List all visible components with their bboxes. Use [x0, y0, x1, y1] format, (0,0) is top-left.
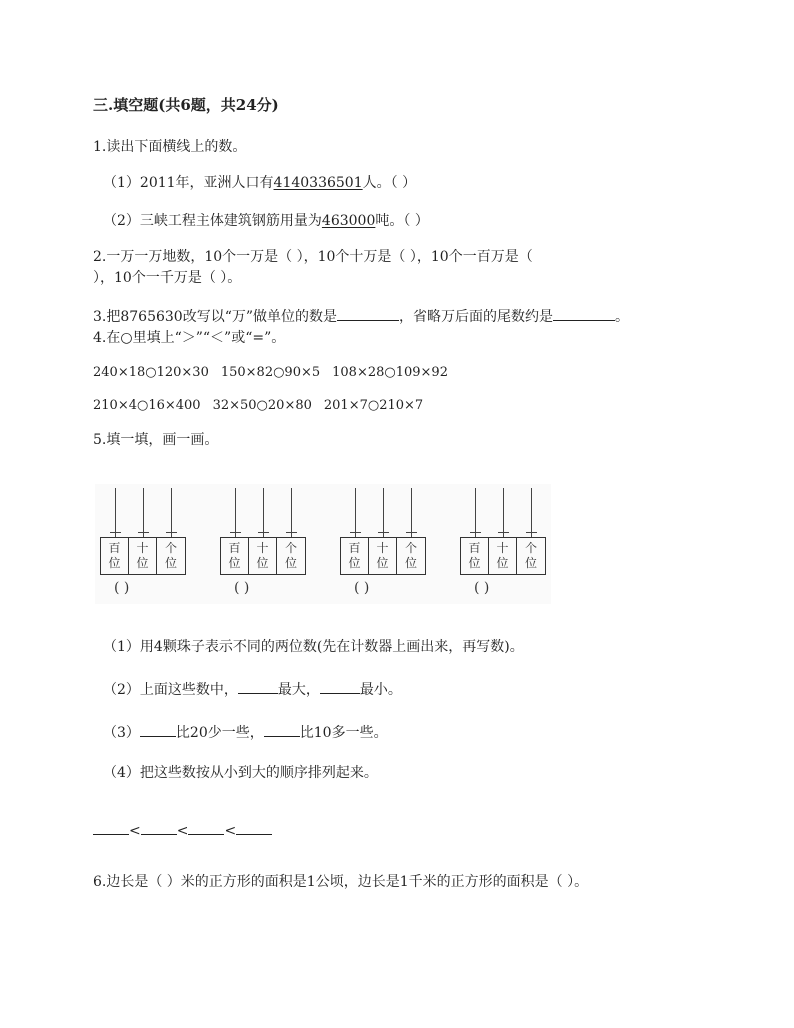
abacus-rod-base: [526, 532, 537, 533]
place-value-cell: [461, 538, 489, 574]
place-value-cell: [277, 538, 305, 574]
q5-sub3-blank-1[interactable]: [140, 722, 176, 737]
abacus-answer-paren[interactable]: ( ): [114, 580, 130, 596]
abacus-rod[interactable]: [291, 488, 292, 537]
abacus-figure: [95, 484, 551, 604]
q3-middle: ，省略万后面的尾数约是: [399, 309, 554, 325]
less-than-sign: <: [176, 823, 189, 839]
q3-suffix: 。: [615, 309, 630, 325]
question-2-line-1: 2.一万一万地数，10个一万是（ ），10个十万是（ ），10个一百万是（: [93, 249, 533, 265]
q1-part1-prefix: （1）2011年，亚洲人口有: [103, 175, 274, 191]
place-value-char: 位: [136, 556, 149, 570]
abacus-rod-base: [258, 532, 269, 533]
abacus-rod[interactable]: [531, 488, 532, 537]
less-than-sign: <: [224, 823, 237, 839]
abacus-counter: [220, 484, 306, 604]
abacus-counter: [340, 484, 426, 604]
abacus-rod-base: [110, 532, 121, 533]
abacus-answer-paren[interactable]: ( ): [474, 580, 490, 596]
place-value-char: 十: [136, 541, 149, 555]
question-3: [93, 306, 629, 327]
place-value-char: 十: [376, 541, 389, 555]
place-value-char: 位: [108, 556, 121, 570]
abacus-rod-base: [138, 532, 149, 533]
question-5-sub-1: （1）用4颗珠子表示不同的两位数(先在计数器上画出来，再写数)。: [103, 639, 524, 655]
q1-part1-suffix: 人。（ ）: [362, 175, 417, 191]
abacus-rod[interactable]: [475, 488, 476, 537]
q3-blank-1[interactable]: [337, 306, 399, 321]
abacus-rod-base: [498, 532, 509, 533]
place-value-cell: [221, 538, 249, 574]
place-value-cell: [101, 538, 129, 574]
place-value-labels: [100, 537, 186, 575]
q5-sub2-middle: 最大，: [277, 682, 320, 698]
abacus-rod[interactable]: [143, 488, 144, 537]
abacus-answer-paren[interactable]: ( ): [354, 580, 370, 596]
place-value-char: 位: [524, 556, 537, 570]
place-value-char: 位: [376, 556, 389, 570]
q1-part2-prefix: （2）三峡工程主体建筑钢筋用量为: [103, 213, 322, 229]
place-value-char: 百: [228, 541, 241, 555]
abacus-rod[interactable]: [115, 488, 116, 537]
q5-sub2-suffix: 最小。: [359, 682, 402, 698]
q3-prefix: 3.把8765630改写以“万”做单位的数是: [93, 309, 338, 325]
question-5-sub-3: [103, 722, 388, 743]
place-value-char: 位: [284, 556, 297, 570]
question-5-stem: 5.填一填，画一画。: [93, 432, 219, 448]
place-value-char: 个: [404, 541, 417, 555]
question-1-part-2: [103, 211, 429, 231]
question-4-stem: 4.在○里填上“＞”“＜”或“=”。: [93, 330, 286, 346]
abacus-rod-base: [350, 532, 361, 533]
place-value-cell: [397, 538, 425, 574]
comparison-item: 108×28○109×92: [332, 365, 448, 380]
abacus-counter: [100, 484, 186, 604]
place-value-cell: [341, 538, 369, 574]
order-blank-4[interactable]: [236, 820, 272, 835]
comparison-item: 32×50○20×80: [212, 398, 312, 413]
place-value-char: 位: [404, 556, 417, 570]
place-value-char: 百: [348, 541, 361, 555]
question-5-sub-4: （4）把这些数按从小到大的顺序排列起来。: [103, 765, 378, 781]
place-value-char: 十: [256, 541, 269, 555]
ordering-blanks: [93, 820, 272, 841]
abacus-rod[interactable]: [263, 488, 264, 537]
abacus-rod[interactable]: [355, 488, 356, 537]
comparison-item: 210×4○16×400: [93, 398, 201, 413]
abacus-rod-base: [286, 532, 297, 533]
place-value-char: 个: [524, 541, 537, 555]
place-value-char: 位: [228, 556, 241, 570]
section-title: 三.填空题(共6题，共24分): [93, 96, 279, 114]
order-blank-2[interactable]: [141, 820, 177, 835]
q5-sub3-suffix: 比10多一些。: [299, 725, 388, 741]
order-blank-3[interactable]: [188, 820, 224, 835]
order-blank-1[interactable]: [93, 820, 129, 835]
question-2-line-2: ），10个一千万是（ ）。: [93, 270, 242, 286]
question-1-part-1: [103, 173, 416, 193]
q5-sub3-blank-2[interactable]: [264, 722, 300, 737]
abacus-rod-base: [166, 532, 177, 533]
place-value-char: 个: [284, 541, 297, 555]
abacus-rod-base: [378, 532, 389, 533]
q5-sub3-middle: 比20少一些，: [175, 725, 264, 741]
question-1-stem: 1.读出下面横线上的数。: [93, 139, 247, 155]
q5-sub2-prefix: （2）上面这些数中，: [103, 682, 238, 698]
place-value-char: 个: [164, 541, 177, 555]
abacus-counter: [460, 484, 546, 604]
abacus-rod-base: [406, 532, 417, 533]
place-value-char: 位: [468, 556, 481, 570]
question-5-sub-2: [103, 679, 402, 700]
comparison-item: 150×82○90×5: [220, 365, 321, 380]
q1-part1-number: 4140336501: [273, 175, 363, 191]
abacus-rod-base: [230, 532, 241, 533]
place-value-cell: [369, 538, 397, 574]
q5-sub2-blank-2[interactable]: [320, 679, 360, 694]
less-than-sign: <: [129, 823, 141, 839]
place-value-char: 位: [496, 556, 509, 570]
place-value-labels: [220, 537, 306, 575]
abacus-rod-base: [470, 532, 481, 533]
abacus-rod[interactable]: [503, 488, 504, 537]
place-value-cell: [157, 538, 185, 574]
question-6: 6.边长是（ ）米的正方形的面积是1公顷，边长是1千米的正方形的面积是（ ）。: [93, 874, 589, 890]
abacus-answer-paren[interactable]: ( ): [234, 580, 250, 596]
place-value-char: 百: [108, 541, 121, 555]
comparison-row-1: [93, 363, 448, 383]
place-value-char: 位: [256, 556, 269, 570]
abacus-rod[interactable]: [411, 488, 412, 537]
place-value-char: 十: [496, 541, 509, 555]
q5-sub2-blank-1[interactable]: [238, 679, 278, 694]
place-value-char: 百: [468, 541, 481, 555]
abacus-rod[interactable]: [383, 488, 384, 537]
q3-blank-2[interactable]: [553, 306, 615, 321]
comparison-item: 240×18○120×30: [93, 365, 209, 380]
comparison-item: 201×7○210×7: [323, 398, 424, 413]
q1-part2-suffix: 吨。（ ）: [375, 213, 429, 229]
place-value-cell: [517, 538, 545, 574]
place-value-labels: [460, 537, 546, 575]
q1-part2-number: 463000: [321, 213, 376, 229]
place-value-labels: [340, 537, 426, 575]
place-value-cell: [489, 538, 517, 574]
place-value-cell: [249, 538, 277, 574]
abacus-rod[interactable]: [235, 488, 236, 537]
comparison-row-2: [93, 396, 423, 416]
place-value-cell: [129, 538, 157, 574]
place-value-char: 位: [164, 556, 177, 570]
abacus-rod[interactable]: [171, 488, 172, 537]
place-value-char: 位: [348, 556, 361, 570]
q5-sub3-prefix: （3）: [103, 725, 140, 741]
